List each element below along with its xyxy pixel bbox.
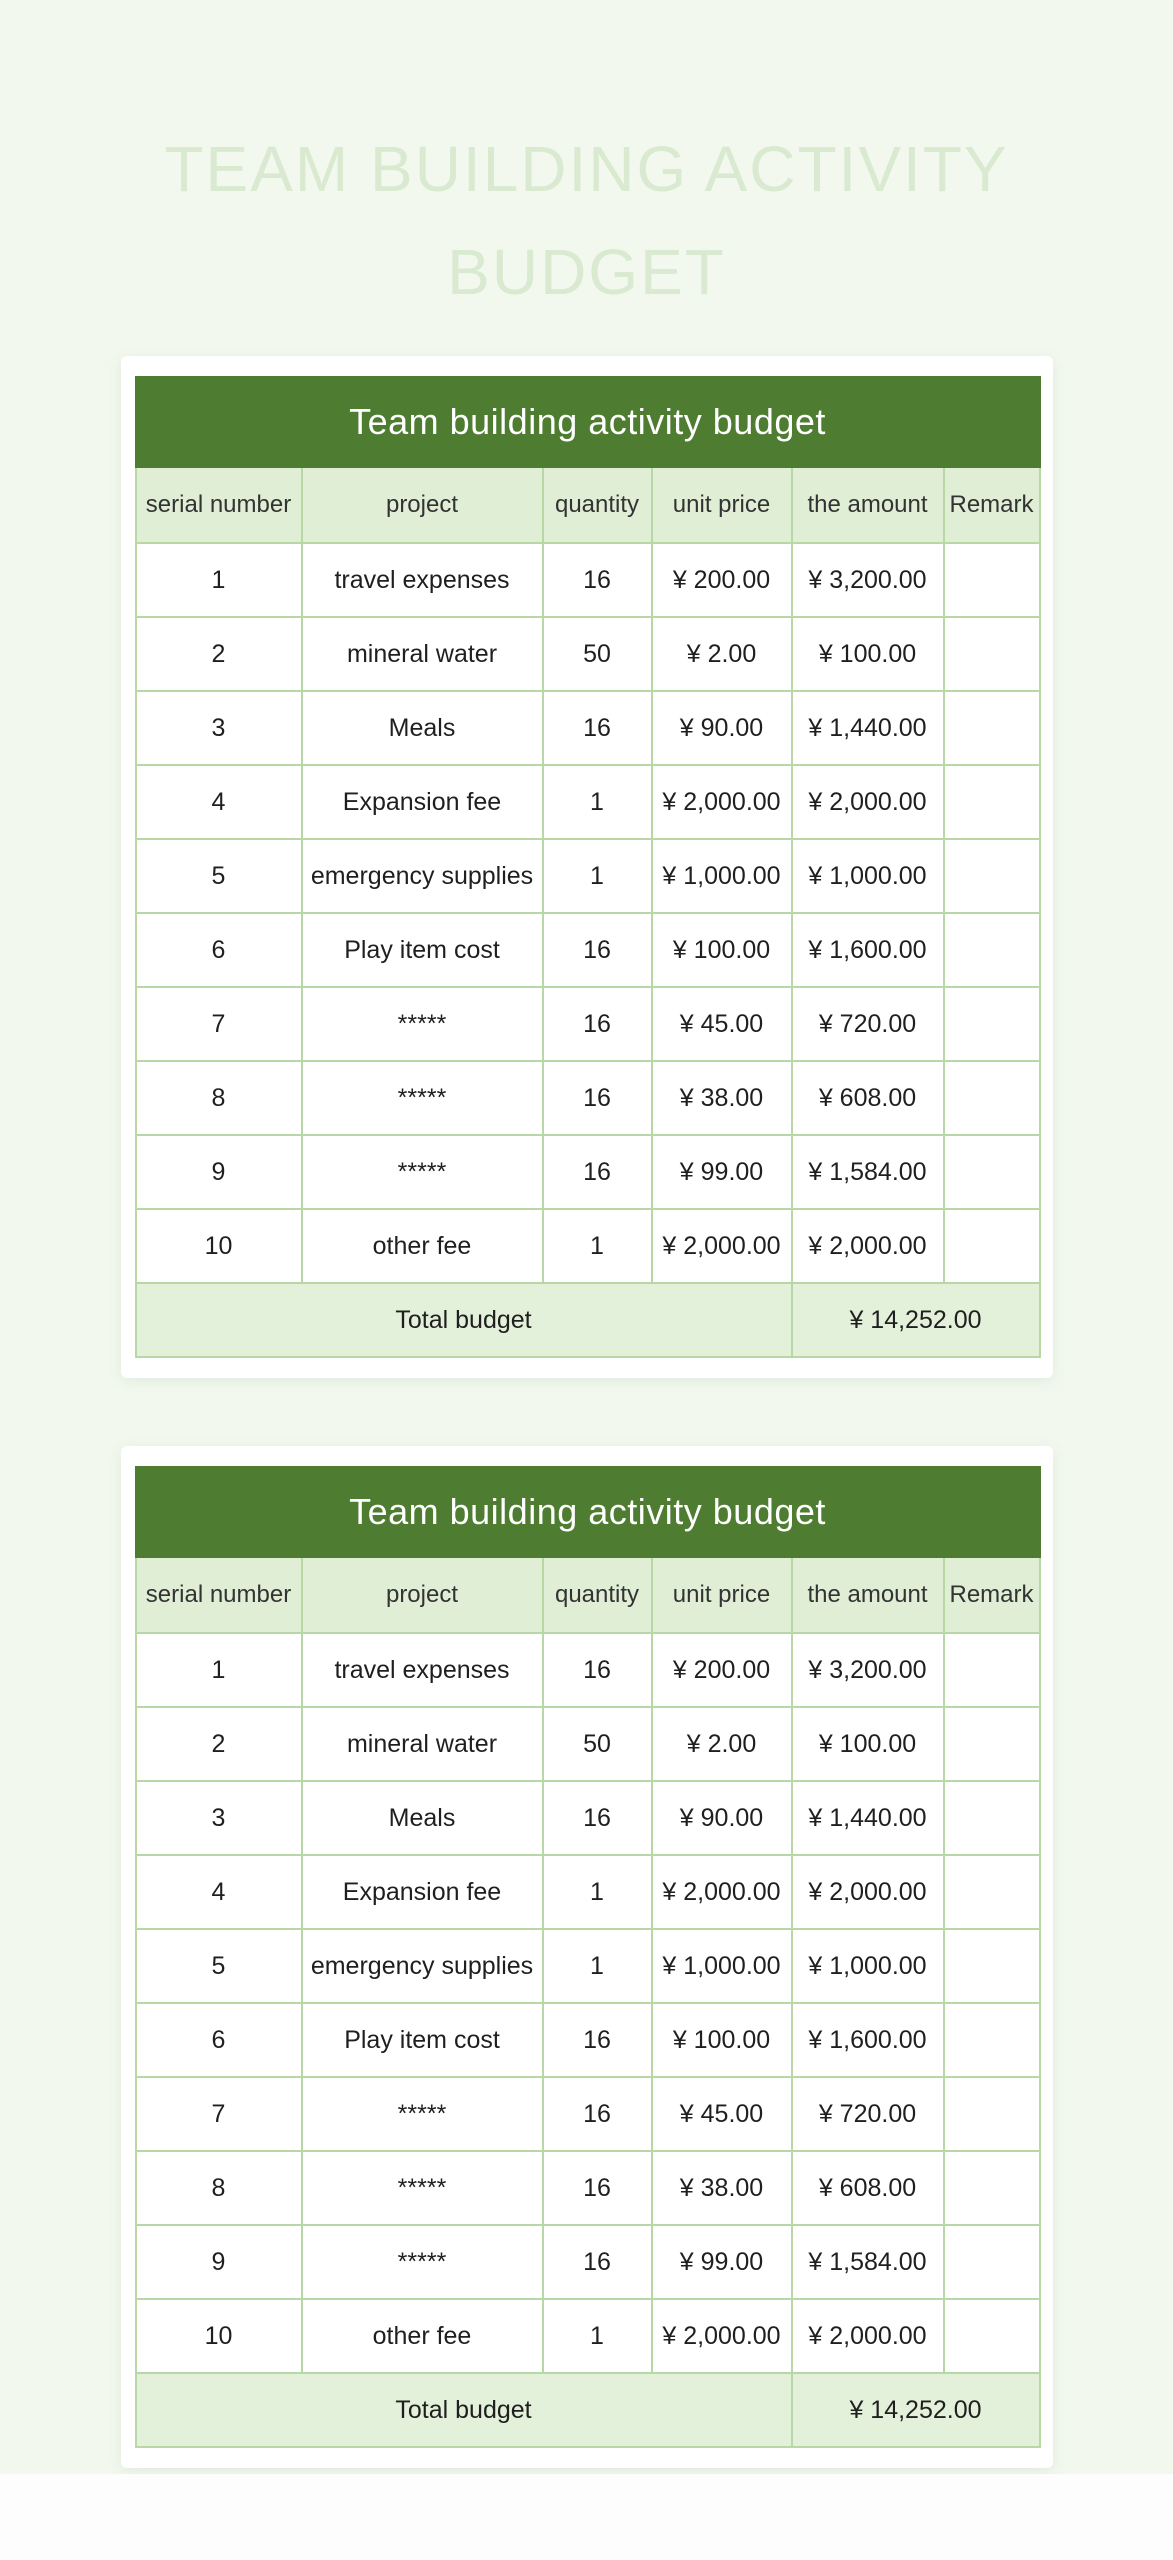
cell-serial-number: 8 (136, 1061, 302, 1135)
cell-remark (944, 1707, 1040, 1781)
cell-quantity: 16 (543, 691, 652, 765)
table-title-row (136, 377, 1040, 467)
cell-quantity: 1 (543, 2299, 652, 2373)
col-serial-number: serial number (136, 1557, 302, 1633)
table-head (136, 377, 1040, 543)
cell-project: emergency supplies (302, 1929, 543, 2003)
table-body (136, 543, 1040, 1283)
budget-card-2 (121, 1446, 1053, 2468)
cell-serial-number: 5 (136, 839, 302, 913)
cell-project: emergency supplies (302, 839, 543, 913)
cell-unit-price: ¥ 90.00 (652, 1781, 792, 1855)
cell-amount: ¥ 2,000.00 (792, 2299, 944, 2373)
cell-serial-number: 3 (136, 691, 302, 765)
cell-unit-price: ¥ 1,000.00 (652, 1929, 792, 2003)
cell-unit-price: ¥ 2.00 (652, 617, 792, 691)
col-project: project (302, 1557, 543, 1633)
cell-amount: ¥ 1,600.00 (792, 913, 944, 987)
cell-unit-price: ¥ 2.00 (652, 1707, 792, 1781)
cell-quantity: 16 (543, 1061, 652, 1135)
cell-amount: ¥ 1,000.00 (792, 839, 944, 913)
cell-unit-price: ¥ 38.00 (652, 2151, 792, 2225)
cell-project: ***** (302, 2151, 543, 2225)
table-row (136, 839, 1040, 913)
cell-quantity: 1 (543, 1929, 652, 2003)
cell-remark (944, 1209, 1040, 1283)
cell-remark (944, 1855, 1040, 1929)
cell-project: Meals (302, 691, 543, 765)
table-row (136, 1633, 1040, 1707)
cell-amount: ¥ 720.00 (792, 987, 944, 1061)
table-row (136, 2003, 1040, 2077)
cell-remark (944, 765, 1040, 839)
col-project: project (302, 467, 543, 543)
budget-table-1 (135, 376, 1041, 1358)
page-title (0, 0, 1173, 324)
cell-amount: ¥ 720.00 (792, 2077, 944, 2151)
total-label: Total budget (136, 2373, 792, 2447)
cell-quantity: 1 (543, 1209, 652, 1283)
cell-amount: ¥ 1,000.00 (792, 1929, 944, 2003)
cell-serial-number: 5 (136, 1929, 302, 2003)
table-row (136, 1781, 1040, 1855)
cell-quantity: 50 (543, 1707, 652, 1781)
cell-quantity: 1 (543, 839, 652, 913)
col-quantity: quantity (543, 467, 652, 543)
cell-quantity: 16 (543, 1633, 652, 1707)
cell-amount: ¥ 100.00 (792, 617, 944, 691)
cell-amount: ¥ 2,000.00 (792, 1855, 944, 1929)
col-serial-number: serial number (136, 467, 302, 543)
cell-amount: ¥ 1,440.00 (792, 1781, 944, 1855)
cell-quantity: 16 (543, 1781, 652, 1855)
bottom-strip (0, 2474, 1173, 2560)
cell-serial-number: 8 (136, 2151, 302, 2225)
cell-project: Expansion fee (302, 765, 543, 839)
cell-amount: ¥ 2,000.00 (792, 765, 944, 839)
cell-unit-price: ¥ 200.00 (652, 543, 792, 617)
cell-unit-price: ¥ 45.00 (652, 2077, 792, 2151)
cell-remark (944, 543, 1040, 617)
cell-quantity: 1 (543, 1855, 652, 1929)
page-title-line2: BUDGET (447, 236, 726, 308)
cell-project: Meals (302, 1781, 543, 1855)
cell-remark (944, 617, 1040, 691)
table-row (136, 543, 1040, 617)
cell-project: Play item cost (302, 2003, 543, 2077)
cell-quantity: 50 (543, 617, 652, 691)
col-remark: Remark (944, 467, 1040, 543)
col-quantity: quantity (543, 1557, 652, 1633)
cell-quantity: 16 (543, 987, 652, 1061)
cell-serial-number: 3 (136, 1781, 302, 1855)
cell-remark (944, 2003, 1040, 2077)
cell-amount: ¥ 1,584.00 (792, 2225, 944, 2299)
table-row (136, 765, 1040, 839)
cell-amount: ¥ 1,584.00 (792, 1135, 944, 1209)
table-row (136, 1209, 1040, 1283)
cell-amount: ¥ 2,000.00 (792, 1209, 944, 1283)
cell-remark (944, 839, 1040, 913)
total-amount: ¥ 14,252.00 (792, 1283, 1040, 1357)
cell-project: travel expenses (302, 1633, 543, 1707)
total-amount: ¥ 14,252.00 (792, 2373, 1040, 2447)
table-row (136, 1135, 1040, 1209)
cell-remark (944, 1929, 1040, 2003)
cell-quantity: 1 (543, 765, 652, 839)
total-label: Total budget (136, 1283, 792, 1357)
cell-serial-number: 2 (136, 1707, 302, 1781)
cell-serial-number: 1 (136, 1633, 302, 1707)
cell-quantity: 16 (543, 2077, 652, 2151)
table-title: Team building activity budget (136, 1467, 1040, 1557)
cell-unit-price: ¥ 99.00 (652, 2225, 792, 2299)
cell-serial-number: 10 (136, 1209, 302, 1283)
cell-project: travel expenses (302, 543, 543, 617)
cell-unit-price: ¥ 100.00 (652, 913, 792, 987)
cell-project: other fee (302, 2299, 543, 2373)
column-header-row (136, 467, 1040, 543)
cell-serial-number: 6 (136, 913, 302, 987)
cell-project: mineral water (302, 1707, 543, 1781)
cell-unit-price: ¥ 45.00 (652, 987, 792, 1061)
cell-amount: ¥ 3,200.00 (792, 1633, 944, 1707)
cell-amount: ¥ 608.00 (792, 1061, 944, 1135)
table-row (136, 2299, 1040, 2373)
cell-serial-number: 1 (136, 543, 302, 617)
cell-unit-price: ¥ 2,000.00 (652, 765, 792, 839)
cell-amount: ¥ 608.00 (792, 2151, 944, 2225)
cell-project: Expansion fee (302, 1855, 543, 1929)
table-row (136, 1707, 1040, 1781)
col-remark: Remark (944, 1557, 1040, 1633)
table-body (136, 1633, 1040, 2373)
table-title: Team building activity budget (136, 377, 1040, 467)
cell-project: other fee (302, 1209, 543, 1283)
cell-amount: ¥ 3,200.00 (792, 543, 944, 617)
table-row (136, 2077, 1040, 2151)
cell-project: ***** (302, 987, 543, 1061)
cell-remark (944, 987, 1040, 1061)
table-row (136, 1061, 1040, 1135)
total-row (136, 2373, 1040, 2447)
cell-quantity: 16 (543, 1135, 652, 1209)
cell-project: ***** (302, 2077, 543, 2151)
cell-serial-number: 9 (136, 1135, 302, 1209)
cell-project: mineral water (302, 617, 543, 691)
cell-unit-price: ¥ 38.00 (652, 1061, 792, 1135)
cell-project: ***** (302, 2225, 543, 2299)
cell-unit-price: ¥ 2,000.00 (652, 2299, 792, 2373)
cell-remark (944, 1061, 1040, 1135)
cell-remark (944, 2151, 1040, 2225)
cell-remark (944, 2077, 1040, 2151)
cell-serial-number: 4 (136, 1855, 302, 1929)
cell-serial-number: 10 (136, 2299, 302, 2373)
cell-quantity: 16 (543, 913, 652, 987)
cell-unit-price: ¥ 100.00 (652, 2003, 792, 2077)
table-foot (136, 1283, 1040, 1357)
column-header-row (136, 1557, 1040, 1633)
table-row (136, 2151, 1040, 2225)
col-unit-price: unit price (652, 1557, 792, 1633)
cell-amount: ¥ 1,440.00 (792, 691, 944, 765)
budget-card-1 (121, 356, 1053, 1378)
cell-remark (944, 1135, 1040, 1209)
col-unit-price: unit price (652, 467, 792, 543)
cell-remark (944, 691, 1040, 765)
cell-quantity: 16 (543, 2151, 652, 2225)
table-row (136, 1929, 1040, 2003)
cell-project: Play item cost (302, 913, 543, 987)
table-row (136, 913, 1040, 987)
page-title-line1: TEAM BUILDING ACTIVITY (164, 133, 1009, 205)
cell-quantity: 16 (543, 2003, 652, 2077)
table-row (136, 2225, 1040, 2299)
cell-unit-price: ¥ 2,000.00 (652, 1855, 792, 1929)
cell-unit-price: ¥ 90.00 (652, 691, 792, 765)
table-row (136, 617, 1040, 691)
cell-quantity: 16 (543, 2225, 652, 2299)
cell-remark (944, 2225, 1040, 2299)
cell-project: ***** (302, 1061, 543, 1135)
cell-project: ***** (302, 1135, 543, 1209)
table-row (136, 987, 1040, 1061)
cell-unit-price: ¥ 200.00 (652, 1633, 792, 1707)
cell-remark (944, 2299, 1040, 2373)
cell-unit-price: ¥ 99.00 (652, 1135, 792, 1209)
table-head (136, 1467, 1040, 1633)
cell-remark (944, 913, 1040, 987)
total-row (136, 1283, 1040, 1357)
col-the-amount: the amount (792, 1557, 944, 1633)
cell-serial-number: 6 (136, 2003, 302, 2077)
table-foot (136, 2373, 1040, 2447)
cell-remark (944, 1633, 1040, 1707)
cell-serial-number: 9 (136, 2225, 302, 2299)
cell-amount: ¥ 1,600.00 (792, 2003, 944, 2077)
col-the-amount: the amount (792, 467, 944, 543)
table-row (136, 1855, 1040, 1929)
cell-unit-price: ¥ 2,000.00 (652, 1209, 792, 1283)
cell-serial-number: 4 (136, 765, 302, 839)
table-row (136, 691, 1040, 765)
cell-quantity: 16 (543, 543, 652, 617)
cell-unit-price: ¥ 1,000.00 (652, 839, 792, 913)
cell-serial-number: 7 (136, 987, 302, 1061)
cell-serial-number: 2 (136, 617, 302, 691)
table-title-row (136, 1467, 1040, 1557)
cell-remark (944, 1781, 1040, 1855)
budget-table-2 (135, 1466, 1041, 2448)
cell-serial-number: 7 (136, 2077, 302, 2151)
cell-amount: ¥ 100.00 (792, 1707, 944, 1781)
